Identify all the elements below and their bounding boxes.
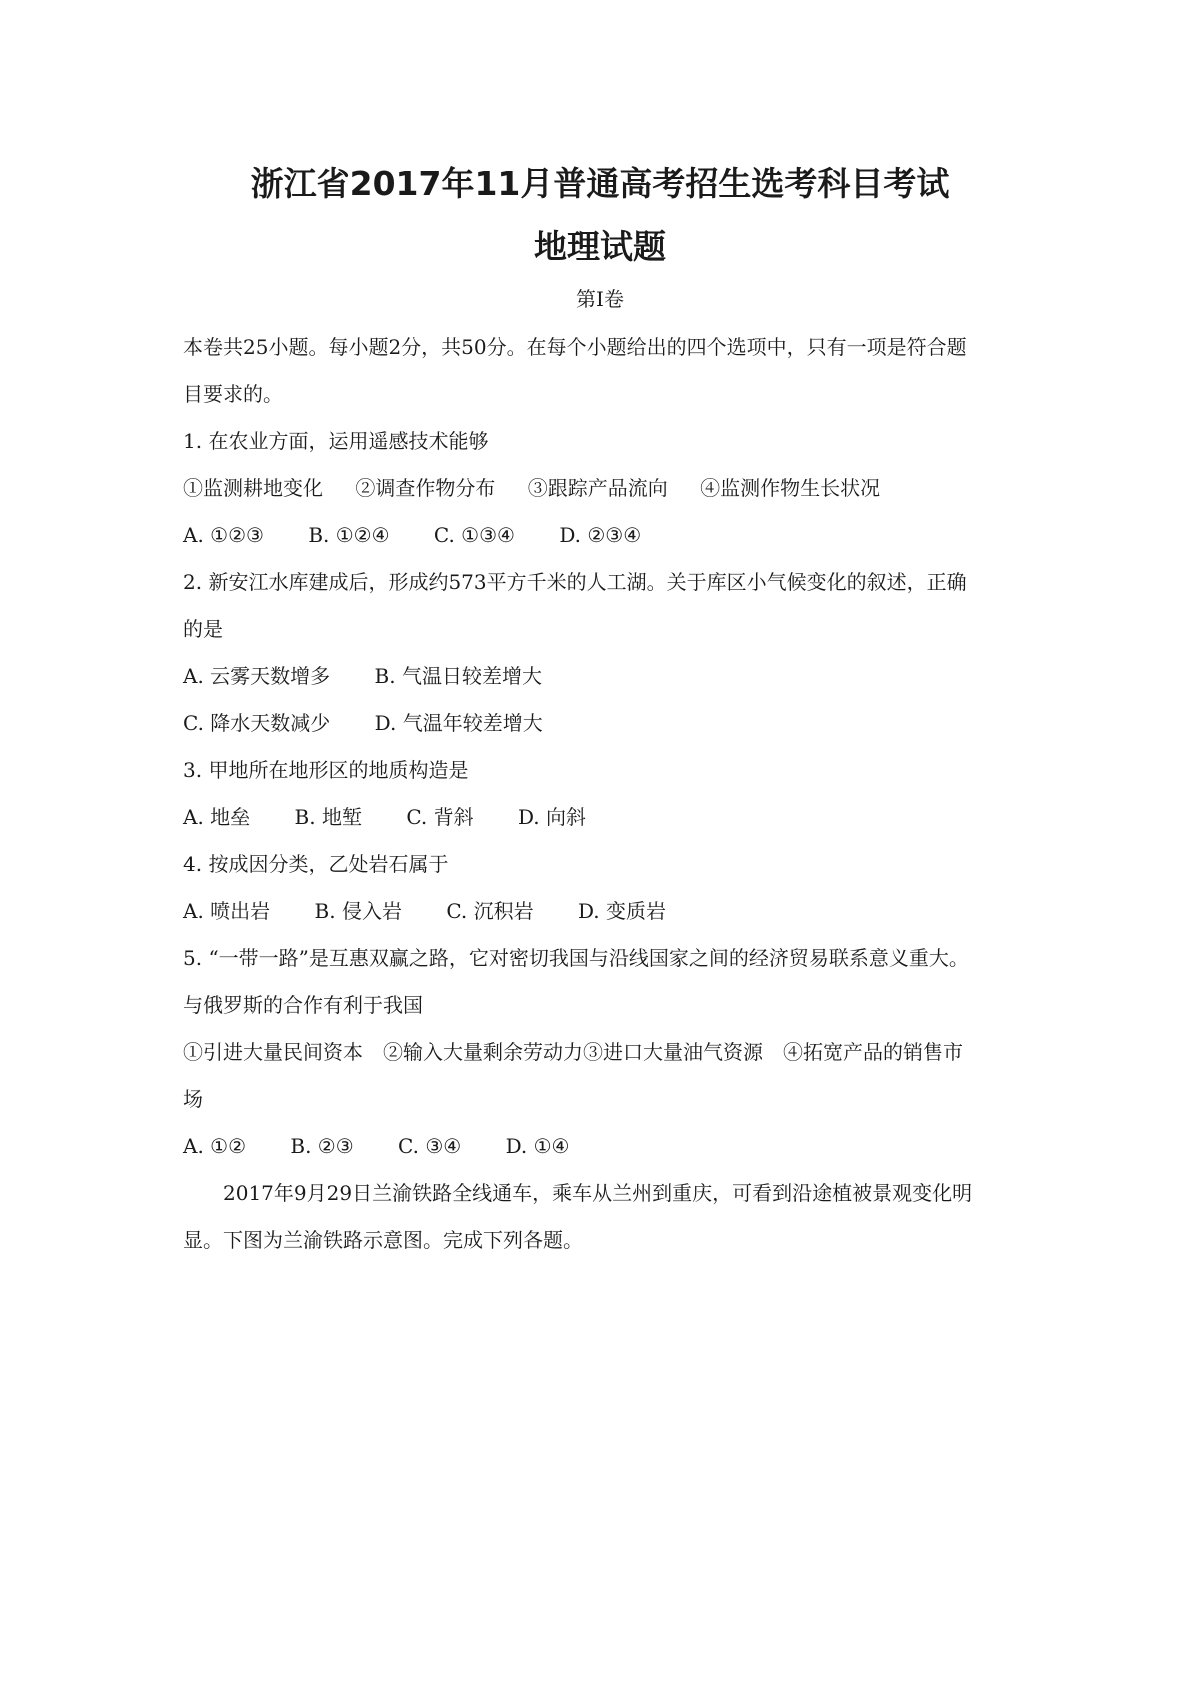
q5-option-a: A. ①② [183,1134,247,1158]
q4-options [183,888,1033,935]
q2-options-row-1 [183,653,1033,700]
q1-options [183,512,1033,559]
exam-subtitle: 地理试题 [534,227,666,266]
q3-options [183,794,1033,841]
q1-option-d: D. ②③④ [559,523,642,547]
q1-option-a: A. ①②③ [183,523,264,547]
q2-stem-line-1: 2. 新安江水库建成后，形成约573平方千米的人工湖。关于库区小气候变化的叙述，正确 [183,570,967,594]
q4-option-b: B. 侵入岩 [314,899,402,923]
q3-option-b: B. 地堑 [294,805,362,829]
exam-title: 浙江省2017年11月普通高考招生选考科目考试 [250,164,950,203]
q2-stem-line-2: 的是 [183,617,223,641]
q5-stem-line-1: 5. “一带一路”是互惠双赢之路，它对密切我国与沿线国家之间的经济贸易联系意义重大。 [183,946,969,970]
exam-content [183,324,1033,1264]
q5-options [183,1123,1033,1170]
q4-option-d: D. 变质岩 [577,899,667,923]
q1-option-c: C. ①③④ [433,523,515,547]
q1-item: ②调查作物分布 [355,476,496,500]
q5-option-d: D. ①④ [505,1134,570,1158]
q1-item: ①监测耕地变化 [183,476,323,500]
q1-item: ④监测作物生长状况 [700,476,881,500]
q5-items-line-2: 场 [183,1087,203,1111]
section-label: 第Ⅰ卷 [576,287,624,311]
q5-option-b: B. ②③ [290,1134,354,1158]
q4-option-c: C. 沉积岩 [446,899,534,923]
q5-items-line-1: ①引进大量民间资本 ②输入大量剩余劳动力③进口大量油气资源 ④拓宽产品的销售市 [183,1040,963,1064]
passage-line-2: 显。下图为兰渝铁路示意图。完成下列各题。 [183,1228,583,1252]
q2-option-a: A. 云雾天数增多 [183,664,331,688]
q5-stem-line-2: 与俄罗斯的合作有利于我国 [183,993,423,1017]
q4-option-a: A. 喷出岩 [183,899,271,923]
q1-items [183,465,1033,512]
q3-option-d: D. 向斜 [517,805,587,829]
q2-option-c: C. 降水天数减少 [183,711,331,735]
q3-option-a: A. 地垒 [183,805,251,829]
q2-option-b: B. 气温日较差增大 [374,664,542,688]
q2-option-d: D. 气温年较差增大 [374,711,543,735]
instructions-line-2: 目要求的。 [183,382,283,406]
q1-stem: 1. 在农业方面，运用遥感技术能够 [183,429,489,453]
q1-option-b: B. ①②④ [308,523,390,547]
q3-stem: 3. 甲地所在地形区的地质构造是 [183,758,469,782]
q2-options-row-2 [183,700,1033,747]
q5-option-c: C. ③④ [398,1134,462,1158]
instructions-line-1: 本卷共25小题。每小题2分，共50分。在每个小题给出的四个选项中，只有一项是符合题 [183,335,967,359]
q1-item: ③跟踪产品流向 [527,476,668,500]
q3-option-c: C. 背斜 [406,805,474,829]
q4-stem: 4. 按成因分类，乙处岩石属于 [183,852,449,876]
passage-line-1: 2017年9月29日兰渝铁路全线通车，乘车从兰州到重庆，可看到沿途植被景观变化明 [223,1181,973,1205]
